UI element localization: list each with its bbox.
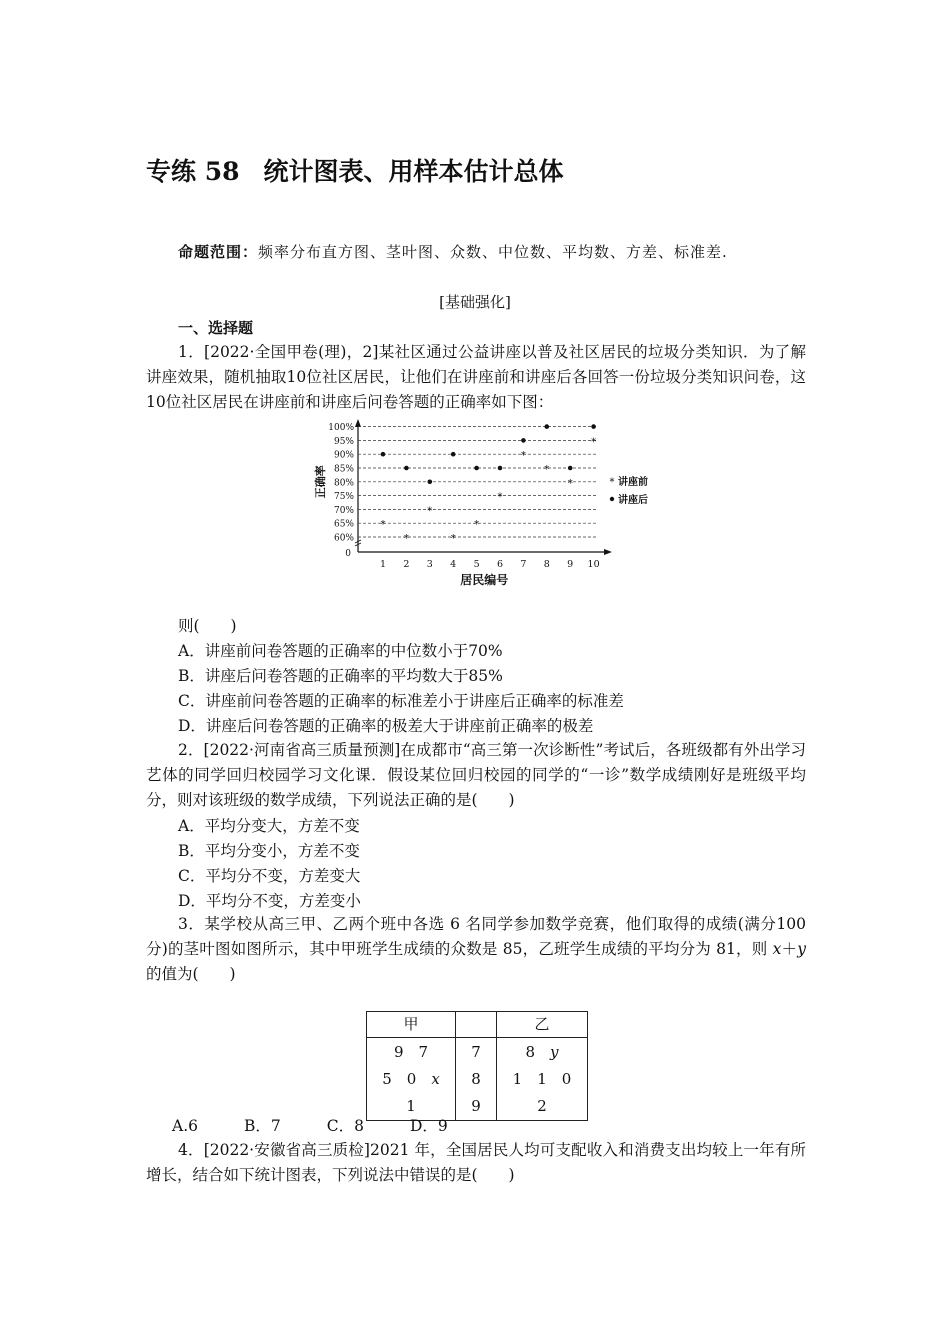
- point-before-3: *: [427, 505, 433, 517]
- stems: [456, 1038, 497, 1121]
- section-label: [基础强化]: [439, 293, 511, 311]
- stem-leaf-table: [366, 1011, 588, 1121]
- section-heading: 一、选择题: [178, 319, 254, 337]
- q1-option-c[interactable]: C．讲座前问卷答题的正确率的标准差小于讲座后正确率的标准差: [178, 692, 624, 710]
- scope-text: 频率分布直方图、茎叶图、众数、中位数、平均数、方差、标准差.: [258, 243, 728, 261]
- title-number: 专练 58: [146, 157, 240, 186]
- y-tick-label: 65%: [333, 519, 354, 530]
- point-after-2: [404, 466, 409, 471]
- point-before-2: *: [403, 533, 409, 545]
- point-before-8: *: [544, 464, 550, 476]
- x-tick-label: 6: [496, 559, 504, 570]
- leaf-var-x: x: [431, 1070, 440, 1088]
- y-tick-label: 90%: [333, 450, 354, 461]
- x-axis-label: 居民编号: [460, 573, 509, 587]
- q3-option-a[interactable]: A.6: [172, 1117, 198, 1135]
- point-after-10: [591, 424, 596, 429]
- leaf-yi-row-1: 8 y: [525, 1043, 559, 1061]
- scope-line: [178, 241, 728, 262]
- point-before-10: *: [591, 436, 597, 448]
- leaves-yi: [497, 1038, 588, 1121]
- q1-body: 1．[2022·全国甲卷(理)，2]某社区通过公益讲座以普及社区居民的垃圾分类知识．为了解讲座效果，随机抽取10位社区居民，让他们在讲座前和讲座后各回答一份垃圾分类知识问卷，这10位社区居民在讲座前和讲座后问卷答题的正确率如下图：: [146, 343, 806, 411]
- q2-option-d[interactable]: D．平均分不变，方差变小: [178, 892, 361, 910]
- q2-option-a[interactable]: A．平均分变大，方差不变: [178, 817, 360, 835]
- point-after-6: [498, 466, 503, 471]
- point-after-8: [545, 424, 550, 429]
- y-tick-label: 75%: [333, 492, 354, 503]
- legend-label-before: 讲座前: [618, 477, 648, 488]
- point-after-9: [568, 466, 573, 471]
- leaf-var-y: y: [550, 1043, 559, 1061]
- point-after-3: [428, 480, 433, 485]
- leaf-jia-row-2: 5 0 x: [382, 1070, 440, 1088]
- y-axis-arrow: [355, 419, 361, 427]
- x-axis-arrow: [604, 549, 612, 555]
- point-after-1: [381, 452, 386, 457]
- x-tick-label: 9: [567, 559, 574, 570]
- q4-body: 4．[2022·安徽省高三质检]2021 年，全国居民人均可支配收入和消费支出均较上一年有所增长，结合如下统计图表，下列说法中错误的是( ): [146, 1141, 806, 1184]
- x-tick-label: 3: [426, 559, 433, 570]
- y-tick-label: 70%: [333, 505, 354, 516]
- leaf-jia-row-1: 9 7: [393, 1043, 429, 1061]
- q3-options: [172, 1114, 494, 1136]
- y-tick-label: 100%: [328, 423, 354, 434]
- q3-var-y: y: [797, 940, 806, 958]
- point-before-1: *: [380, 519, 386, 531]
- header-stem: [456, 1012, 497, 1038]
- point-after-7: [521, 438, 526, 443]
- x-tick-label: 1: [379, 559, 387, 570]
- q1-option-b[interactable]: B．讲座后问卷答题的正确率的平均数大于85%: [178, 667, 503, 685]
- q3-body-end: 的值为( ): [146, 965, 236, 983]
- y-axis-label: 正确率: [314, 465, 327, 499]
- point-after-4: [451, 452, 456, 457]
- q3-var-x: x: [772, 940, 782, 958]
- q3-option-b[interactable]: B．7: [243, 1117, 281, 1135]
- q2-option-c[interactable]: C．平均分不变，方差变大: [178, 867, 361, 885]
- q2-option-b[interactable]: B．平均分变小，方差不变: [178, 842, 360, 860]
- q3-option-d[interactable]: D．9: [409, 1117, 448, 1135]
- y-tick-label: 80%: [333, 478, 354, 489]
- x-tick-label: 4: [450, 559, 457, 570]
- q3-body: 3．某学校从高三甲、乙两个班中各选 6 名同学参加数学竞赛，他们取得的成绩(满分100 分)的茎叶图如图所示，其中甲班学生成绩的众数是 85，乙班学生成绩的平均分为 81，则: [146, 915, 806, 958]
- point-after-5: [474, 466, 479, 471]
- y-tick-label: 0: [345, 549, 351, 559]
- point-before-5: *: [474, 519, 480, 531]
- x-tick-label: 7: [520, 559, 527, 570]
- q3-option-c[interactable]: C．8: [326, 1117, 364, 1135]
- leaf-yi-row-2: 1 1 0: [512, 1070, 572, 1088]
- y-tick-label: 85%: [333, 464, 354, 475]
- q1-option-a[interactable]: A．讲座前问卷答题的正确率的中位数小于70%: [178, 642, 503, 660]
- q3-plus: ＋: [781, 940, 798, 958]
- scope-label: 命题范围：: [178, 243, 259, 261]
- legend-label-after: 讲座后: [618, 495, 648, 506]
- legend-marker-after: [610, 497, 614, 501]
- question-1-text: [146, 340, 806, 415]
- x-tick-label: 2: [403, 559, 410, 570]
- question-2-text: [146, 738, 806, 813]
- leaf-yi-row-3: 2: [537, 1097, 547, 1115]
- x-tick-label: 5: [473, 559, 480, 570]
- point-before-4: *: [450, 533, 456, 545]
- stem-row-3: 9: [471, 1097, 481, 1115]
- leaves-jia: [367, 1038, 456, 1121]
- legend-marker-before: *: [609, 477, 615, 488]
- page-title: [146, 152, 564, 188]
- stem-row-1: 7: [471, 1043, 481, 1061]
- q1-stem: 则( ): [178, 617, 237, 635]
- q2-body: 2．[2022·河南省高三质量预测]在成都市“高三第一次诊断性”考试后，各班级都有外出学习艺体的同学回归校园学习文化课．假设某位回归校园的同学的“一诊”数学成绩刚好是班级平均分，则对该班级的数学成绩，下列说法正确的是( ): [146, 741, 806, 809]
- header-jia: 甲: [367, 1012, 456, 1038]
- x-tick-label: 8: [543, 559, 550, 570]
- q1-option-d[interactable]: D．讲座后问卷答题的正确率的极差大于讲座前正确率的极差: [178, 717, 594, 735]
- title-text: 统计图表、用样本估计总体: [263, 157, 564, 186]
- accuracy-scatter-chart: [310, 418, 670, 588]
- stem-row-2: 8: [471, 1070, 481, 1088]
- y-tick-label: 60%: [333, 533, 354, 544]
- leaf-jia-row-3: 1: [406, 1097, 416, 1115]
- y-tick-label: 95%: [333, 436, 354, 447]
- point-before-7: *: [520, 450, 526, 462]
- question-4-text: [146, 1138, 806, 1188]
- question-3-text: [146, 912, 806, 987]
- point-before-9: *: [567, 478, 573, 490]
- header-yi: 乙: [497, 1012, 588, 1038]
- point-before-6: *: [497, 492, 503, 504]
- x-tick-label: 10: [587, 559, 600, 570]
